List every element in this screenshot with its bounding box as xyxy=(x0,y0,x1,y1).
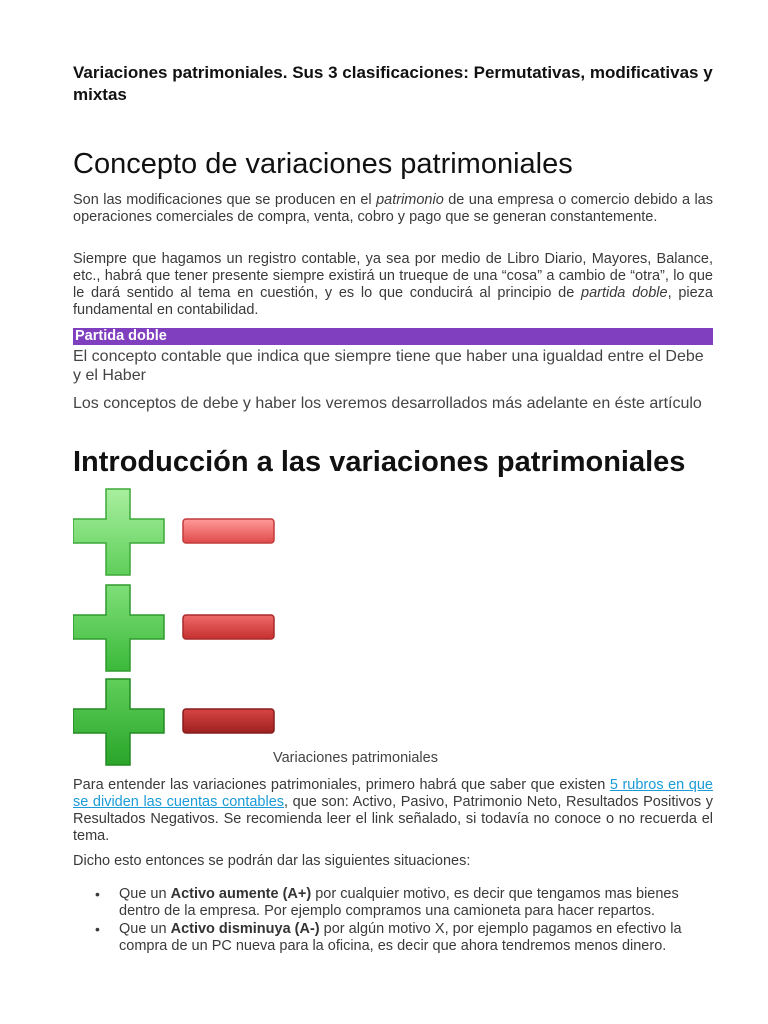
text-span: , que son: Activo, Pasivo, Patrimonio Neto, Resultados Positivos y Resultados Negativos. Se recomienda leer el link señalado, si todavía no conoce o no recuerda el tema. xyxy=(73,794,713,844)
paragraph-situaciones: Dicho esto entonces se podrán dar las siguientes situaciones: xyxy=(73,853,471,869)
text-span: Son las modificaciones que se producen en el xyxy=(73,192,377,208)
heading-concepto: Concepto de variaciones patrimoniales xyxy=(73,148,573,180)
heading-introduccion: Introducción a las variaciones patrimoniales xyxy=(73,446,686,478)
bullet-icon: • xyxy=(95,886,100,902)
bold-term: Activo disminuya (A-) xyxy=(170,921,320,937)
text-span: por cualquier motivo, es decir que tengamos mas bienes dentro de la empresa. Por ejemplo compramos una camioneta para hacer repartos. xyxy=(119,886,679,919)
partida-doble-definition: El concepto contable que indica que siempre tiene que haber una igualdad entre el Debe y el Haber xyxy=(73,348,704,384)
partida-doble-banner: Partida doble xyxy=(73,328,713,345)
icon-row xyxy=(73,677,278,767)
text-span: , pieza fundamental en contabilidad. xyxy=(73,285,713,318)
plus-icon xyxy=(73,679,164,765)
minus-icon xyxy=(183,615,274,639)
rubros-link[interactable]: 5 rubros en que se dividen las cuentas contables xyxy=(73,777,713,810)
plus-minus-graphic xyxy=(73,583,278,673)
bold-term: Activo aumente (A+) xyxy=(170,886,312,902)
plus-minus-graphic xyxy=(73,487,278,577)
plus-icon xyxy=(73,585,164,671)
plus-minus-graphic xyxy=(73,677,278,767)
italic-term: partida doble xyxy=(581,285,668,301)
text-span: de una empresa o comercio debido a las operaciones comerciales de compra, venta, cobro y pago que se generan constantemente. xyxy=(73,192,713,225)
text-span: por algún motivo X, por ejemplo pagamos en efectivo la compra de un PC nueva para la oficina, es decir que ahora tendremos menos dinero. xyxy=(119,921,682,954)
text-span: Siempre que hagamos un registro contable, ya sea por medio de Libro Diario, Mayores, Balance, etc., habrá que tener presente siempre existirá un trueque de una “cosa” a cambio de “otra”, lo que le dará sentido al tema en cuestión, y es lo que conducirá al principio de xyxy=(73,251,713,301)
figure-caption: Variaciones patrimoniales xyxy=(273,750,438,766)
text-span: Para entender las variaciones patrimoniales, primero habrá que saber que existen xyxy=(73,777,610,793)
text-span: Que un xyxy=(119,921,171,937)
minus-icon xyxy=(183,519,274,543)
icon-row xyxy=(73,487,278,577)
variaciones-figure xyxy=(73,487,283,767)
minus-icon xyxy=(183,709,274,733)
paragraph-registro xyxy=(73,251,713,319)
plus-icon xyxy=(73,489,164,575)
icon-row xyxy=(73,583,278,673)
document-title: Variaciones patrimoniales. Sus 3 clasificaciones: Permutativas, modificativas y mixtas xyxy=(73,63,713,104)
list-item xyxy=(73,921,713,955)
paragraph-rubros xyxy=(73,777,713,845)
situations-list xyxy=(73,886,713,956)
italic-term: patrimonio xyxy=(376,192,444,208)
bullet-icon: • xyxy=(95,921,100,937)
paragraph-definition xyxy=(73,192,713,226)
list-item xyxy=(73,886,713,920)
text-span: Que un xyxy=(119,886,171,902)
debe-haber-note: Los conceptos de debe y haber los veremos desarrollados más adelante en éste artículo xyxy=(73,395,702,412)
